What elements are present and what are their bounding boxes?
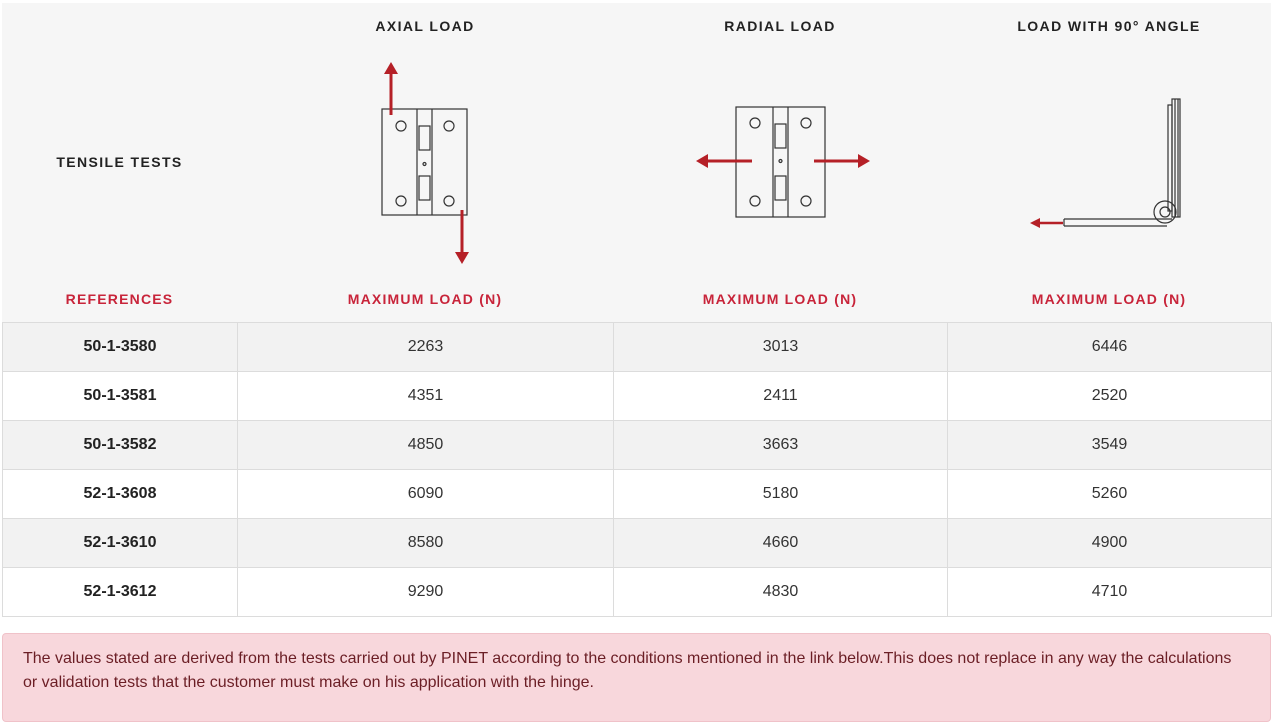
- angle-load-cell: 3549: [948, 421, 1272, 470]
- hinge-90-angle-load-icon: [1022, 93, 1197, 233]
- axial-load-cell: 2263: [238, 323, 614, 372]
- reference-cell: 50-1-3581: [3, 372, 238, 421]
- references-label: REFERENCES: [65, 291, 174, 307]
- disclaimer-alert: [2, 633, 1271, 722]
- table-row: [3, 519, 1272, 568]
- reference-cell: 50-1-3580: [3, 323, 238, 372]
- col-subtitle-angle: MAXIMUM LOAD (N): [1031, 291, 1187, 307]
- col-subtitle-radial: MAXIMUM LOAD (N): [702, 291, 858, 307]
- angle-load-cell: 4900: [948, 519, 1272, 568]
- angle-load-cell: 5260: [948, 470, 1272, 519]
- col-title-angle: LOAD WITH 90° ANGLE: [1017, 18, 1201, 34]
- reference-cell: 52-1-3608: [3, 470, 238, 519]
- table-row: [3, 372, 1272, 421]
- angle-load-cell: 2520: [948, 372, 1272, 421]
- angle-load-cell: 4710: [948, 568, 1272, 617]
- reference-cell: 50-1-3582: [3, 421, 238, 470]
- axial-load-cell: 4850: [238, 421, 614, 470]
- axial-load-cell: 4351: [238, 372, 614, 421]
- tensile-tests-label: TENSILE TESTS: [56, 154, 183, 170]
- reference-cell: 52-1-3612: [3, 568, 238, 617]
- table-row: [3, 421, 1272, 470]
- reference-cell: 52-1-3610: [3, 519, 238, 568]
- angle-load-cell: 6446: [948, 323, 1272, 372]
- radial-load-cell: 2411: [614, 372, 948, 421]
- load-data-table: [2, 322, 1272, 617]
- table-header: [2, 3, 1271, 322]
- table-row: [3, 323, 1272, 372]
- col-title-radial: RADIAL LOAD: [724, 18, 836, 34]
- hinge-radial-load-icon: [690, 98, 875, 228]
- col-title-axial: AXIAL LOAD: [375, 18, 475, 34]
- disclaimer-text: The values stated are derived from the tests carried out by PINET according to the conditions mentioned in the link below.This does not replace in any way the calculations or validation tests that the customer must make on his application with the hinge.: [23, 650, 1232, 691]
- table-row: [3, 470, 1272, 519]
- axial-load-cell: 8580: [238, 519, 614, 568]
- hinge-axial-load-icon: [372, 58, 482, 268]
- col-subtitle-axial: MAXIMUM LOAD (N): [347, 291, 503, 307]
- radial-load-cell: 3663: [614, 421, 948, 470]
- radial-load-cell: 4660: [614, 519, 948, 568]
- radial-load-cell: 4830: [614, 568, 948, 617]
- table-row: [3, 568, 1272, 617]
- axial-load-cell: 9290: [238, 568, 614, 617]
- axial-load-cell: 6090: [238, 470, 614, 519]
- radial-load-cell: 5180: [614, 470, 948, 519]
- radial-load-cell: 3013: [614, 323, 948, 372]
